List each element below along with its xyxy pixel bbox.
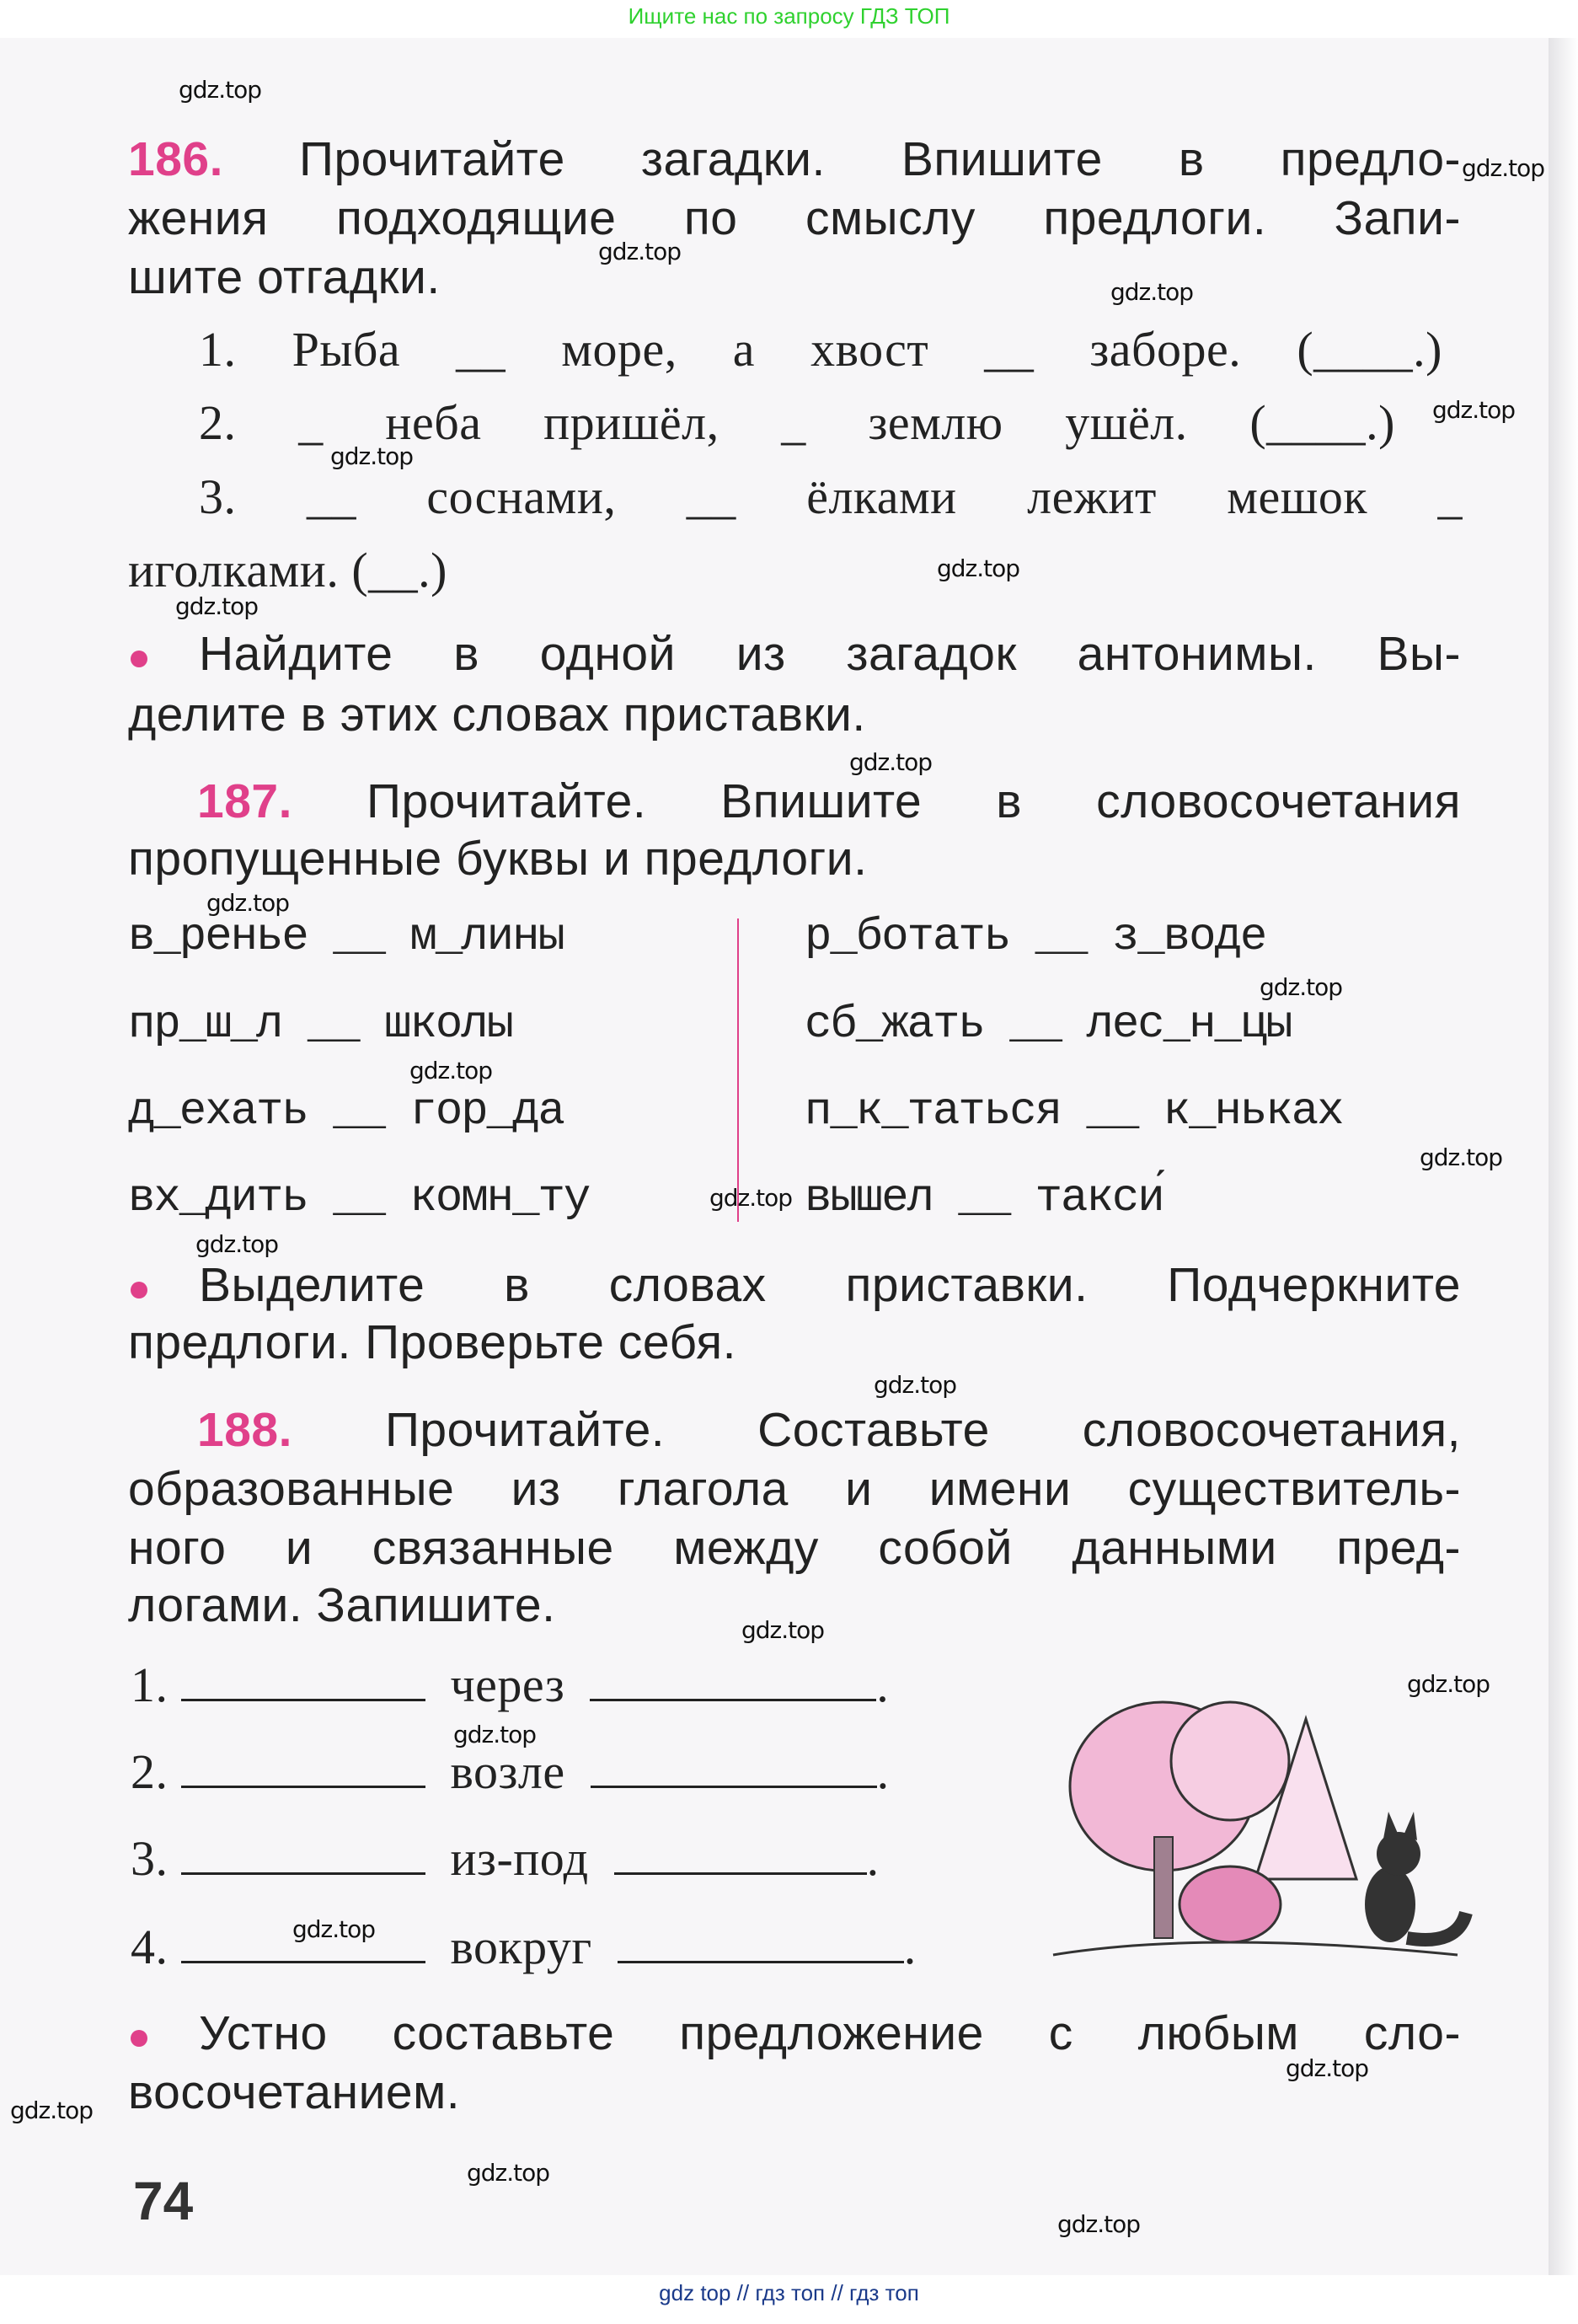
watermark: gdz.top — [467, 2159, 550, 2187]
fill-item-3: 3. из-под . — [131, 1831, 880, 1886]
riddle-3-cont: иголками. (__.) — [128, 543, 447, 597]
exercise-number-186: 186. — [128, 132, 223, 186]
watermark: gdz.top — [175, 592, 259, 620]
search-banner[interactable]: Ищите нас по запросу ГДЗ ТОП — [628, 3, 950, 29]
watermark: gdz.top — [10, 2096, 94, 2124]
word-pair-left-4: вх_дить __ комн_ту — [128, 1173, 590, 1224]
word-pair-right-3: п_к_таться __ к_ньках — [805, 1086, 1343, 1138]
watermark: gdz.top — [874, 1371, 957, 1399]
ex188-task-2: восочетанием. — [128, 2065, 461, 2119]
watermark: gdz.top — [1057, 2210, 1141, 2238]
watermark: gdz.top — [1432, 396, 1516, 424]
watermark: gdz.top — [195, 1230, 279, 1258]
footer-links[interactable]: gdz top // гдз топ // гдз топ — [659, 2280, 919, 2305]
riddle-2: 2. _ неба пришёл, _ землю ушёл. (____.) — [199, 395, 1395, 450]
watermark: gdz.top — [741, 1616, 825, 1644]
column-divider — [737, 918, 739, 1222]
fill-item-2: 2. возле . — [131, 1744, 890, 1799]
ex186-task-2: делите в этих словах приставки. — [128, 688, 866, 742]
watermark: gdz.top — [1110, 278, 1194, 306]
watermark: gdz.top — [709, 1184, 793, 1212]
ex186-task-1: Найдите в одной из загадок антонимы. Вы- — [199, 627, 1461, 681]
riddle-1: 1. Рыба __ море, а хвост __ заборе. (____.) — [199, 322, 1442, 377]
ex188-line-1: 188. Прочитайте. Составьте словосочетания, — [197, 1403, 1461, 1457]
word-pair-left-1: в_ренье __ м_лины — [128, 912, 564, 963]
watermark: gdz.top — [330, 442, 414, 470]
page-edge — [1549, 38, 1578, 2275]
ex187-line-1: 187. Прочитайте. Впишите в словосочетания — [197, 774, 1461, 828]
exercise-number-187: 187. — [197, 774, 292, 828]
watermark: gdz.top — [1286, 2054, 1369, 2082]
ex188-line-4: логами. Запишите. — [128, 1578, 556, 1632]
watermark: gdz.top — [1420, 1143, 1503, 1171]
bullet-icon — [131, 1282, 147, 1299]
watermark: gdz.top — [1462, 154, 1545, 182]
watermark: gdz.top — [1407, 1670, 1490, 1698]
page-number: 74 — [133, 2171, 194, 2231]
watermark: gdz.top — [292, 1915, 376, 1943]
ex186-line-3: шите отгадки. — [128, 250, 441, 304]
ex186-line-1: 186. Прочитайте загадки. Впишите в предло- — [128, 132, 1461, 186]
ex188-line-2: образованные из глагола и имени существитель- — [128, 1462, 1461, 1516]
watermark: gdz.top — [179, 76, 262, 104]
watermark: gdz.top — [206, 889, 290, 917]
forest-fox-illustration — [1036, 1685, 1474, 1980]
fill-item-4: 4. вокруг . — [131, 1920, 917, 1974]
riddle-3: 3. __ соснами, __ ёлками лежит мешок _ — [199, 469, 1463, 524]
ex187-line-2: пропущенные буквы и предлоги. — [128, 832, 868, 886]
word-pair-left-2: пр_ш_л __ школы — [128, 999, 513, 1051]
fill-item-1: 1. через . — [131, 1657, 890, 1712]
ex188-task-1: Устно составьте предложение с любым сло- — [199, 2006, 1461, 2060]
watermark: gdz.top — [1260, 973, 1343, 1001]
ex186-line-2: жения подходящие по смыслу предлоги. Запи- — [128, 191, 1461, 245]
ex187-task-2: предлоги. Проверьте себя. — [128, 1315, 736, 1369]
ex187-task-1: Выделите в словах приставки. Подчеркните — [199, 1258, 1461, 1312]
word-pair-right-4: вышел __ такси́ — [805, 1173, 1163, 1224]
watermark: gdz.top — [453, 1721, 537, 1748]
word-pair-right-1: р_ботать __ з_воде — [805, 912, 1266, 963]
watermark: gdz.top — [849, 748, 933, 776]
watermark: gdz.top — [598, 238, 682, 265]
watermark: gdz.top — [409, 1057, 493, 1084]
word-pair-left-3: д_ехать __ гор_да — [128, 1086, 564, 1138]
exercise-number-188: 188. — [197, 1403, 292, 1457]
ex188-line-3: ного и связанные между собой данными пред- — [128, 1521, 1461, 1575]
word-pair-right-2: сб_жать __ лес_н_цы — [805, 999, 1292, 1051]
bullet-icon — [131, 2030, 147, 2047]
watermark: gdz.top — [937, 554, 1020, 582]
bullet-icon — [131, 651, 147, 667]
